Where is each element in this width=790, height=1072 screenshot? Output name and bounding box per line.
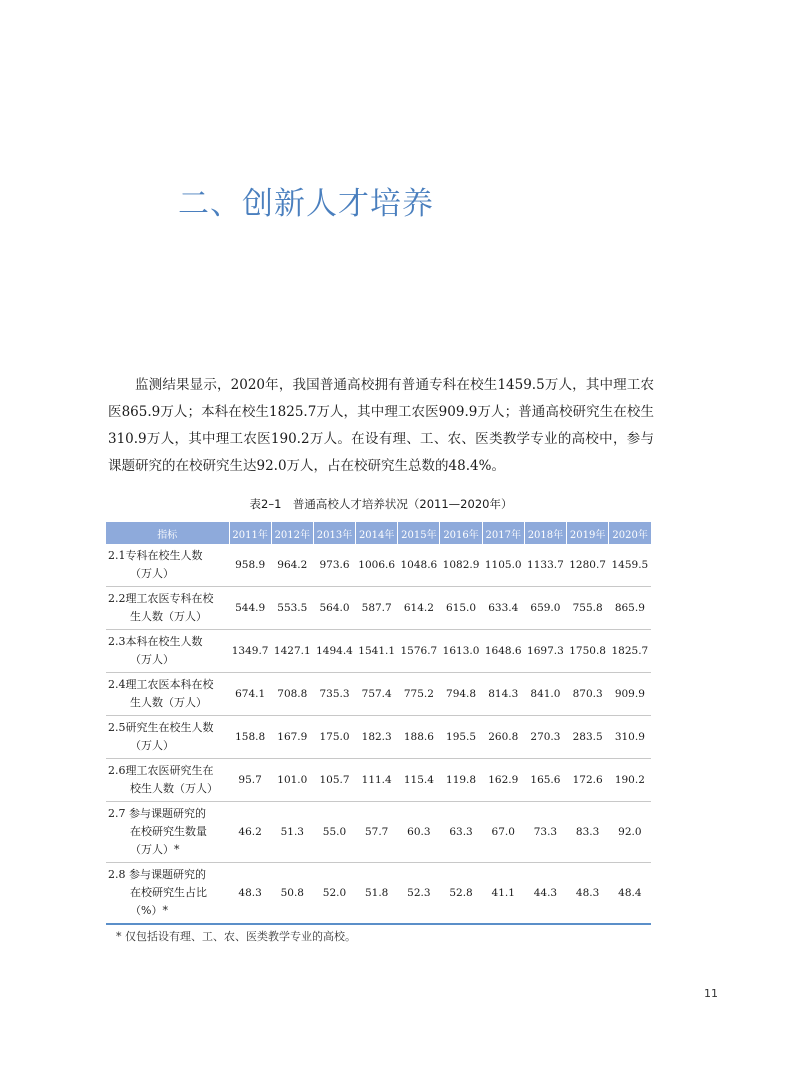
table-cell: 544.9 (235, 602, 266, 614)
table-cell: 92.0 (618, 826, 642, 838)
table-header-row (106, 522, 651, 544)
header-year: 2014年 (356, 522, 398, 544)
table-caption: 表2–1 普通高校人才培养状况（2011—2020年） (249, 497, 513, 511)
table-cell: 1494.4 (316, 645, 353, 657)
table-cell: 162.9 (488, 774, 519, 786)
table-cell: 587.7 (361, 602, 392, 614)
header-year: 2017年 (482, 522, 524, 544)
header-year: 2016年 (440, 522, 482, 544)
row-label (106, 673, 229, 716)
row-label-line1: 2.8 参与课题研究的 (108, 868, 206, 881)
table-cell: 60.3 (407, 826, 431, 838)
row-label-line2: （万人） (130, 567, 174, 580)
row-label-line2: 生人数（万人） (130, 610, 207, 623)
table-cell: 46.2 (238, 826, 262, 838)
table-row (106, 759, 651, 802)
table-cell: 794.8 (446, 688, 477, 700)
table-cell: 283.5 (572, 731, 603, 743)
row-label (106, 544, 229, 587)
table-cell: 615.0 (446, 602, 477, 614)
table-cell: 1133.7 (527, 559, 564, 571)
table-cell: 310.9 (614, 731, 645, 743)
row-label (106, 759, 229, 802)
header-year: 2011年 (229, 522, 271, 544)
table-cell: 41.1 (491, 887, 515, 899)
table-cell: 167.9 (277, 731, 308, 743)
table-cell: 158.8 (235, 731, 266, 743)
table-cell: 870.3 (572, 688, 603, 700)
table-cell: 1576.7 (400, 645, 438, 657)
table-cell: 614.2 (403, 602, 434, 614)
table-cell: 48.3 (575, 887, 600, 899)
data-table (106, 522, 651, 925)
table-cell: 172.6 (572, 774, 603, 786)
table-cell: 735.3 (319, 688, 350, 700)
row-label-line2: 校生人数（万人） (130, 782, 218, 795)
table-cell: 1541.1 (358, 645, 396, 657)
table-cell: 83.3 (575, 826, 600, 838)
table-cell: 57.7 (364, 826, 389, 838)
header-year: 2015年 (398, 522, 440, 544)
table-cell: 814.3 (488, 688, 519, 700)
table-cell: 708.8 (277, 688, 308, 700)
table-cell: 659.0 (530, 602, 561, 614)
table-cell: 51.8 (364, 887, 389, 899)
table-cell: 1648.6 (484, 645, 522, 657)
table-cell: 48.3 (238, 887, 262, 899)
table-cell: 1697.3 (527, 645, 564, 657)
table-cell: 260.8 (488, 731, 519, 743)
header-year: 2020年 (609, 522, 651, 544)
body-paragraph-container (108, 372, 654, 480)
row-label-line2: 在校研究生数量 (130, 825, 207, 838)
table-cell: 1048.6 (400, 559, 438, 571)
row-label-line3: （万人）* (130, 843, 180, 856)
table-row (106, 673, 651, 716)
table-cell: 553.5 (277, 602, 308, 614)
page-number: 11 (704, 987, 718, 1000)
table-cell: 73.3 (533, 826, 558, 838)
table-cell: 182.3 (361, 731, 392, 743)
table-cell: 55.0 (322, 826, 347, 838)
body-paragraph: 监测结果显示，2020年，我国普通高校拥有普通专科在校生1459.5万人，其中理工农医865.9万人；本科在校生1825.7万人，其中理工农医909.9万人；普通高校研究生在校生310.9万人，其中理工农医190.2万人。在设有理、工、农、医类教学专业的高校中，参与课题研究的在校研究生达92.0万人，占在校研究生总数的48.4%。 (108, 377, 654, 474)
table-cell: 755.8 (572, 602, 603, 614)
table-cell: 1427.1 (273, 645, 311, 657)
table-cell: 1006.6 (358, 559, 396, 571)
row-label (106, 630, 229, 673)
table-cell: 52.3 (407, 887, 431, 899)
row-label-line1: 2.4理工农医本科在校 (108, 678, 214, 691)
table-cell: 564.0 (319, 602, 350, 614)
header-indicator: 指标 (106, 522, 229, 544)
table-cell: 1825.7 (611, 645, 649, 657)
table-cell: 775.2 (403, 688, 434, 700)
row-label-line2: 在校研究生占比 (130, 886, 207, 899)
table-row (106, 716, 651, 759)
table-cell: 119.8 (446, 774, 477, 786)
row-label-line2: （万人） (130, 653, 174, 666)
table-cell: 964.2 (277, 559, 308, 571)
row-label-line2: 生人数（万人） (130, 696, 207, 709)
table-cell: 973.6 (319, 559, 350, 571)
table-cell: 188.6 (403, 731, 434, 743)
table-cell: 1280.7 (569, 559, 606, 571)
table-cell: 67.0 (491, 826, 515, 838)
table-cell: 44.3 (533, 887, 558, 899)
table-cell: 190.2 (614, 774, 645, 786)
table-cell: 52.0 (322, 887, 347, 899)
row-label (106, 716, 229, 759)
table-cell: 165.6 (530, 774, 561, 786)
row-label (106, 802, 229, 863)
table-cell: 674.1 (235, 688, 266, 700)
section-title: 二、创新人才培养 (178, 186, 434, 222)
table-cell: 52.8 (449, 887, 473, 899)
header-year: 2013年 (313, 522, 355, 544)
table-cell: 48.4 (618, 887, 642, 899)
table-cell: 1082.9 (442, 559, 480, 571)
row-label-line1: 2.3本科在校生人数 (108, 635, 203, 648)
table-cell: 175.0 (319, 731, 350, 743)
table-cell: 105.7 (319, 774, 350, 786)
row-label-line2: （万人） (130, 739, 174, 752)
table-row (106, 802, 651, 863)
row-label-line1: 2.7 参与课题研究的 (108, 807, 206, 820)
table-cell: 865.9 (614, 602, 645, 614)
table-cell: 95.7 (238, 774, 262, 786)
table-cell: 1349.7 (231, 645, 269, 657)
table-cell: 1613.0 (442, 645, 480, 657)
table-row (106, 544, 651, 587)
header-year: 2018年 (524, 522, 566, 544)
table-cell: 101.0 (277, 774, 308, 786)
table-cell: 1105.0 (484, 559, 522, 571)
row-label-line1: 2.2理工农医专科在校 (108, 592, 214, 605)
table-cell: 115.4 (403, 774, 434, 786)
table-cell: 633.4 (488, 602, 519, 614)
table-cell: 195.5 (446, 731, 477, 743)
header-year: 2012年 (271, 522, 313, 544)
row-label-line3: （%）* (130, 904, 168, 917)
table-cell: 1750.8 (569, 645, 606, 657)
row-label (106, 863, 229, 925)
table-cell: 63.3 (449, 826, 473, 838)
table-cell: 270.3 (530, 731, 561, 743)
table-footnote: * 仅包括设有理、工、农、医类教学专业的高校。 (116, 930, 356, 943)
table-row (106, 863, 651, 925)
table-cell: 111.4 (361, 774, 392, 786)
table-cell: 757.4 (361, 688, 392, 700)
table-body (106, 544, 651, 924)
table-cell: 1459.5 (611, 559, 649, 571)
table-cell: 841.0 (530, 688, 561, 700)
row-label-line1: 2.6理工农医研究生在 (108, 764, 214, 777)
row-label-line1: 2.5研究生在校生人数 (108, 721, 214, 734)
table-row (106, 630, 651, 673)
table-cell: 51.3 (280, 826, 304, 838)
row-label (106, 587, 229, 630)
table-cell: 50.8 (280, 887, 304, 899)
table-cell: 909.9 (614, 688, 645, 700)
row-label-line1: 2.1专科在校生人数 (108, 549, 203, 562)
table-row (106, 587, 651, 630)
table-cell: 958.9 (235, 559, 266, 571)
header-year: 2019年 (567, 522, 609, 544)
